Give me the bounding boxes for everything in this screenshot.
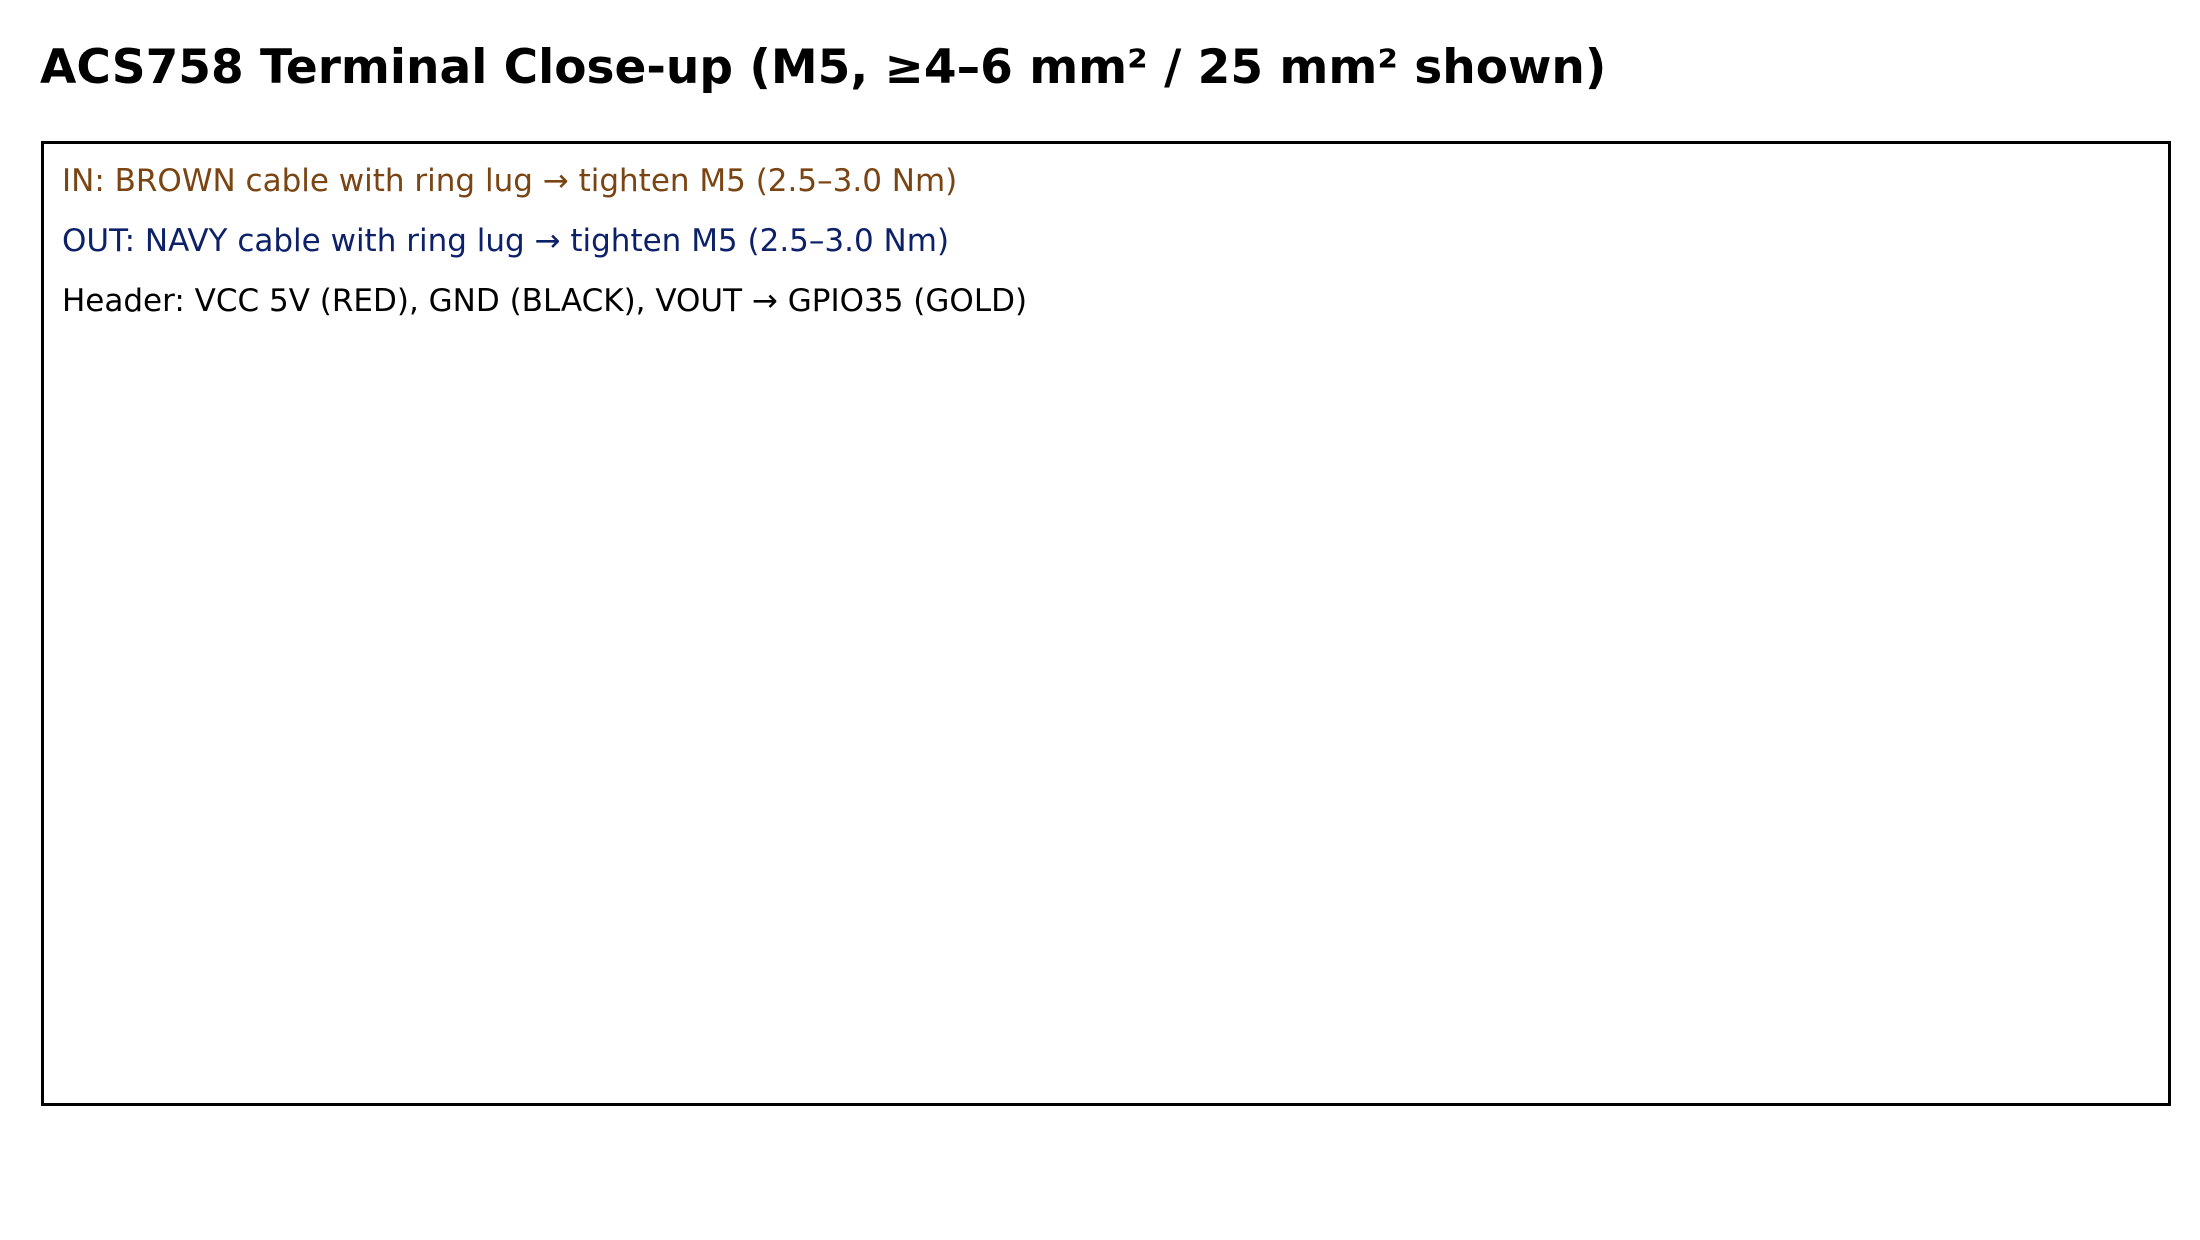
input-cable-note: IN: BROWN cable with ring lug → tighten M5 (2.5–3.0 Nm) (62, 163, 958, 199)
output-cable-note: OUT: NAVY cable with ring lug → tighten M5 (2.5–3.0 Nm) (62, 223, 950, 259)
terminal-closeup-panel (41, 141, 2171, 1106)
header-pins-note: Header: VCC 5V (RED), GND (BLACK), VOUT → GPIO35 (GOLD) (62, 283, 1028, 319)
diagram-title: ACS758 Terminal Close-up (M5, ≥4–6 mm² / 25 mm² shown) (40, 40, 1607, 95)
